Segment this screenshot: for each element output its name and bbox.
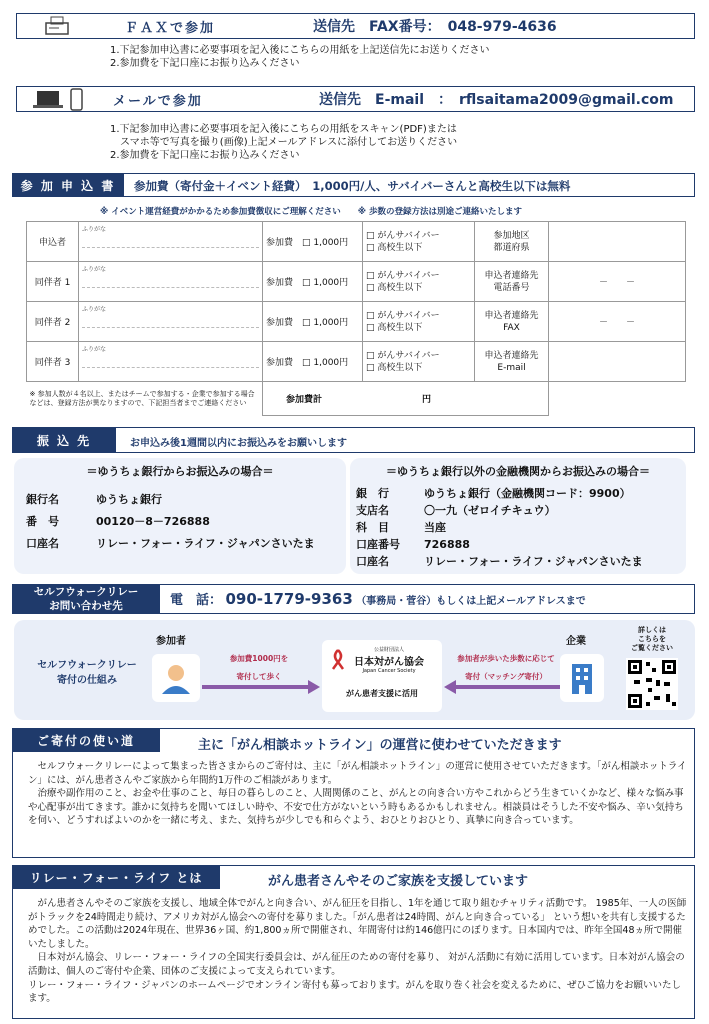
bank-field-label: 口座名 [356,555,389,568]
form-row [27,222,686,262]
bank-field-value: 726888 [424,538,470,551]
mail-label: メールで参加 [113,93,203,109]
arrow2-text-b: 寄付（マッチング寄付） [465,672,547,681]
ribbon-icon [330,648,346,670]
fee-cell [263,302,363,342]
bank-field-label: 口座名 [26,537,59,550]
info-label: 参加地区 都道府県 [475,222,549,262]
contact-label-1: セルフウォークリレー [33,586,139,598]
fee-label: 参加費 [266,318,294,328]
total-cell[interactable] [263,382,549,416]
bank-field-value: 00120－8－726888 [96,515,210,528]
bank-field-label: 番 号 [26,515,59,528]
fax-destination: 送信先 FAX番号： 048-979-4636 [313,19,557,35]
mail-header [16,86,695,112]
contact-label-2: お問い合わせ先 [49,600,123,612]
fee-cell [263,342,363,382]
qr-caption-1: 詳しくは [638,626,666,634]
bank-box-other [350,458,686,574]
fee-cell [263,262,363,302]
form-row [27,342,686,382]
mail-step-1b: スマホ等で写真を撮り(画像)上記メールアドレスに添付してお送りください [110,137,458,148]
person-icon [152,654,200,702]
application-form [26,221,686,416]
usage-body [28,760,688,828]
qr-caption [622,626,682,653]
bank-row [356,536,686,553]
arrow1-text-a: 参加費1000円を [229,654,289,663]
phone-number[interactable]: 090-1779-9363 [225,590,353,608]
fax-label: ＦＡＸで参加 [125,20,216,36]
transfer-note: お申込み後1週間以内にお振込みをお願いします [130,438,347,449]
info-field[interactable]: － － [549,262,686,302]
status-cell [363,262,475,302]
bank-field-value: ゆうちょ銀行（金融機関コード：9900） [424,487,631,500]
jcs-use: がん患者支援に活用 [346,689,418,698]
name-field[interactable] [79,222,263,262]
row-name: 申込者 [27,222,79,262]
qr-code-icon[interactable] [626,658,678,710]
form-row [27,262,686,302]
row-name: 同伴者 3 [27,342,79,382]
contact-label [12,584,160,614]
info-label: 申込者連絡先 電話番号 [475,262,549,302]
form-total-row [27,382,686,416]
fee-checkbox[interactable]: □ 1,000円 [302,358,349,368]
bank-field-label: 支店名 [356,504,389,517]
bank-row [356,485,686,502]
usage-para-1: セルフウォークリレーによって集まった皆さまからのご寄付は、主に「がん相談ホットライン」の運営に使用させていただきます。「がん相談ホットライン」には、がん患者さんやご家族から年間約1万件のご相談があります。 [28,761,687,786]
bank-field-value: 〇一九（ゼロイチキュウ） [424,504,556,517]
company-label: 企業 [566,636,586,647]
rfl-para-2: 日本対がん協会、リレー・フォー・ライフの全国実行委員会は、がん征圧のための寄付を募り、 対がん活動に有効に活用しています。日本対がん協会の活動は、個人のご寄付や企業、団体のご支援によって支えられています。 [28,952,685,977]
bank-field-value: ゆうちょ銀行 [96,493,162,506]
bank-yucho-heading: ＝ゆうちょ銀行からお振込みの場合＝ [86,465,274,478]
arrow-left-icon [444,680,568,694]
bank-field-label: 銀行名 [26,493,59,506]
rfl-para-1: がん患者さんやそのご家族を支援し、地域全体でがんと向き合い、がん征圧を目指し、1年を通じて取り組むチャリティ活動です。 1985年、一人の医師がトラックを24時間走り続け、アメリカ対がん協会への寄付を募りました。「がん患者は24時間、がんと向き合っている」 という想いを共有し支援するためでした。この活動は2024年現在、世界36ヶ国、約1,800ヵ所で開催され、年間寄付は約146億円にのぼります。日本国内では、昨年全国48ヵ所で開催いたしました。 [28,898,687,950]
fee-label: 参加費 [266,278,294,288]
student-checkbox[interactable]: □ 高校生以下 [366,322,423,333]
total-unit: 円 [422,395,432,405]
jcs-box [322,640,442,712]
fax-step-1: 1.下記参加申込書に必要事項を記入後にこちらの用紙を上記送信先にお送りください [110,45,490,56]
mail-instructions [110,123,457,162]
arrow-right-icon [202,680,322,694]
phone-label: 電 話： [170,593,223,608]
qr-caption-2: こちらを [638,635,666,643]
participant-label: 参加者 [156,636,186,647]
info-label: 申込者連絡先 E-mail [475,342,549,382]
bank-row [26,511,346,533]
name-field[interactable] [79,262,263,302]
transfer-title: 振 込 先 [12,427,116,453]
mail-destination: 送信先 E-mail ： rflsaitama2009@gmail.com [319,92,674,108]
bank-field-value: リレー・フォー・ライフ・ジャパンさいたま [96,537,315,550]
status-cell [363,342,475,382]
flow-title-2: 寄付の仕組み [57,675,117,686]
arrow2-text-a: 参加者が歩いた歩数に応じて [457,654,555,663]
bank-row [356,502,686,519]
flow-title-1: セルフウォークリレー [37,660,137,671]
jcs-en: Japan Cancer Society [362,668,416,674]
row-name: 同伴者 1 [27,262,79,302]
status-cell [363,302,475,342]
fee-checkbox[interactable]: □ 1,000円 [302,238,349,248]
bank-box-yucho [14,458,346,574]
fax-header [16,13,695,39]
flow-title [22,658,152,688]
bank-row [356,519,686,536]
mail-step-2: 2.参加費を下記口座にお振り込みください [110,150,300,161]
student-checkbox[interactable]: □ 高校生以下 [366,282,423,293]
info-field[interactable] [549,342,686,382]
row-name: 同伴者 2 [27,302,79,342]
fee-checkbox[interactable]: □ 1,000円 [302,278,349,288]
info-field[interactable] [549,222,686,262]
bank-field-label: 科 目 [356,521,389,534]
bank-field-value: リレー・フォー・ライフ・ジャパンさいたま [424,555,643,568]
form-row [27,302,686,342]
rfl-title: がん患者さんやそのご家族を支援しています [268,874,529,889]
total-label: 参加費計 [286,395,323,405]
qr-caption-3: ご覧ください [631,644,673,652]
student-checkbox[interactable]: □ 高校生以下 [366,242,423,253]
fee-cell [263,222,363,262]
participant-box [152,654,200,702]
fee-label: 参加費 [266,238,294,248]
name-field[interactable] [79,302,263,342]
bank-other-heading: ＝ゆうちょ銀行以外の金融機関からお振込みの場合＝ [386,465,650,478]
contact-phone-line [170,589,586,608]
bank-row [26,489,346,511]
company-box [560,654,604,702]
fax-machine-icon [43,16,71,36]
phone-note: （事務局・菅谷）もしくは上記メールアドレスまで [356,596,586,607]
furigana-label: ふりがな [82,344,259,368]
student-checkbox[interactable]: □ 高校生以下 [366,362,423,373]
rfl-para-3: リレー・フォー・ライフ・ジャパンのホームページでオンライン寄付も募っております。がんを取り巻く社会を変えるために、ぜひご協力をお願いいたします。 [28,979,682,1005]
usage-label: ご寄付の使い道 [12,728,160,752]
info-field[interactable]: － － [549,302,686,342]
jcs-name: 日本対がん協会 [354,657,424,668]
mail-step-1: 1.下記参加申込書に必要事項を記入後にこちらの用紙をスキャン(PDF)または [110,124,457,135]
rfl-body [28,897,688,1006]
usage-title: 主に「がん相談ホットライン」の運営に使わせていただきます [198,738,562,753]
survivor-checkbox[interactable]: □ がんサバイバー [366,270,440,281]
bank-field-label: 銀 行 [356,487,389,500]
building-icon [560,654,604,702]
usage-para-2: 治療や副作用のこと、お金や仕事のこと、毎日の暮らしのこと、人間関係のこと、がんとの向き合い方やこれからどう生きていくかなど、様々な悩み事や心配事が出てきます。誰かに気持ちを聞いてほしい時や、不安で仕方がないという時もあるかもしれません。相談員はそうした不安や悩み、辛い気持ちを伺い、どうすればよいのかを一緒に考え、また、気持ちが少しでも和らぐよう、おひとりおひとり、真摯に向き合っています。 [28,788,684,827]
apply-title: 参 加 申 込 書 [12,173,124,197]
survivor-checkbox[interactable]: □ がんサバイバー [366,310,440,321]
apply-note: ※ イベント運営経費がかかるため参加費徴収にご理解ください ※ 歩数の登録方法は別途ご連絡いたします [100,207,522,217]
fee-checkbox[interactable]: □ 1,000円 [302,318,349,328]
furigana-label: ふりがな [82,304,259,328]
fax-instructions [110,44,490,70]
info-label: 申込者連絡先 FAX [475,302,549,342]
fax-step-2: 2.参加費を下記口座にお振り込みください [110,58,300,69]
rfl-label: リレー・フォー・ライフ とは [12,865,220,889]
bank-row [356,553,686,570]
survivor-checkbox[interactable]: □ がんサバイバー [366,230,440,241]
apply-fee-text: 参加費（寄付金＋イベント経費） 1,000円/人、サバイバーさんと高校生以下は無料 [134,179,571,193]
status-cell [363,222,475,262]
bank-row [26,533,346,555]
furigana-label: ふりがな [82,224,259,248]
fee-label: 参加費 [266,358,294,368]
laptop-phone-icon [31,88,91,112]
survivor-checkbox[interactable]: □ がんサバイバー [366,350,440,361]
flow-diagram [14,620,695,720]
bank-field-value: 当座 [424,521,446,534]
bank-field-label: 口座番号 [356,538,400,551]
arrow1-text-b: 寄付して歩く [236,672,282,681]
jcs-small: 公益財団法人 [373,647,404,653]
form-footnote: ※ 参加人数が４名以上、またはチームで参加する・企業で参加する場合などは、登録方法が異なりますので、下記担当者までご連絡ください [27,382,263,416]
furigana-label: ふりがな [82,264,259,288]
name-field[interactable] [79,342,263,382]
